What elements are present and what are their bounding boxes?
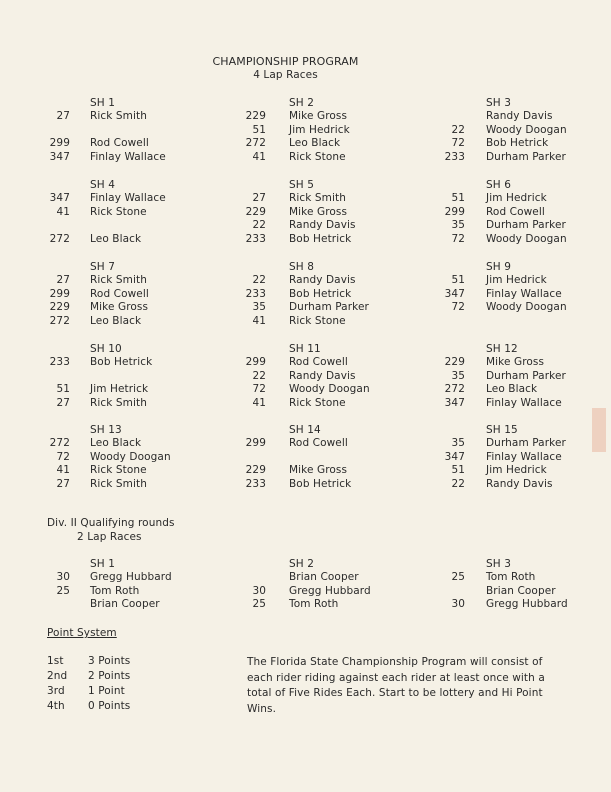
rider-name: Randy Davis — [486, 110, 553, 122]
rider-name: Woody Doogan — [486, 232, 567, 245]
heat-name: SH 2 — [289, 97, 314, 109]
rider-row — [0, 585, 611, 599]
rider-row — [0, 464, 611, 478]
rider-name: Rick Smith — [90, 477, 147, 490]
div2-subtitle: 2 Lap Races — [77, 531, 142, 543]
rider-number: 25 — [56, 584, 70, 597]
rider-number: 299 — [245, 356, 266, 368]
rider-row — [0, 124, 611, 138]
rider-row — [0, 451, 611, 465]
rider-number: 229 — [49, 301, 70, 314]
points-value: 0 Points — [88, 700, 131, 712]
rider-number: 27 — [56, 110, 70, 122]
rider-row — [0, 192, 611, 206]
rider-number: 27 — [56, 396, 70, 409]
rider-name: Durham Parker — [486, 150, 566, 163]
rider-number: 51 — [56, 383, 70, 396]
rider-name: Bob Hetrick — [289, 232, 352, 245]
rider-name: Gregg Hubbard — [90, 571, 172, 583]
rider-row — [0, 397, 611, 411]
heat-name: SH 13 — [90, 424, 122, 436]
rider-name: Rod Cowell — [90, 287, 149, 300]
rider-number: 22 — [252, 274, 266, 286]
div2-title: Div. II Qualifying rounds — [47, 517, 175, 529]
rider-name: Rod Cowell — [90, 137, 149, 150]
rider-number: 233 — [49, 356, 70, 368]
rider-name: Brian Cooper — [90, 598, 160, 611]
rider-row — [0, 437, 611, 451]
rider-name: Bob Hetrick — [289, 477, 352, 490]
rider-name: Tom Roth — [90, 584, 140, 597]
rider-name: Leo Black — [289, 137, 341, 150]
rider-name: Rick Stone — [289, 314, 346, 327]
rider-name: Rick Smith — [90, 396, 147, 409]
rider-number: 72 — [451, 137, 465, 150]
rider-number: 347 — [444, 287, 465, 300]
heat-name: SH 1 — [90, 558, 115, 570]
rider-name: Leo Black — [90, 232, 142, 245]
rider-name: Woody Doogan — [289, 383, 370, 396]
rider-row — [0, 233, 611, 247]
rider-name: Tom Roth — [486, 571, 536, 583]
heat-name: SH 12 — [486, 343, 518, 355]
place-label: 1st — [47, 655, 64, 667]
heat-name: SH 15 — [486, 424, 518, 436]
rider-row — [0, 288, 611, 302]
rider-name: Durham Parker — [289, 301, 369, 314]
rider-name: Bob Hetrick — [90, 356, 153, 368]
rider-name: Durham Parker — [486, 437, 566, 449]
rider-name: Durham Parker — [486, 369, 566, 382]
rider-name: Rod Cowell — [289, 356, 348, 368]
heat-name: SH 1 — [90, 97, 115, 109]
heat-name: SH 5 — [289, 179, 314, 191]
rider-name: Woody Doogan — [90, 450, 171, 463]
rider-name: Rick Smith — [90, 274, 147, 286]
place-label: 4th — [47, 700, 65, 712]
rider-name: Rick Stone — [289, 396, 346, 409]
heat-name: SH 8 — [289, 261, 314, 273]
rider-name: Rick Smith — [289, 192, 346, 204]
program-description: The Florida State Championship Program will consist of each rider riding against each rider at least once with a total of Five Rides Each. Start to be lottery and Hi Point Wins. — [247, 656, 545, 715]
rider-number: 30 — [451, 598, 465, 611]
rider-name: Rod Cowell — [486, 205, 545, 218]
rider-number: 41 — [56, 464, 70, 477]
rider-number: 41 — [56, 205, 70, 218]
rider-number: 299 — [49, 137, 70, 150]
rider-name: Rod Cowell — [289, 437, 348, 449]
rider-row — [0, 478, 611, 492]
rider-name: Finlay Wallace — [90, 192, 166, 204]
rider-number: 347 — [49, 150, 70, 163]
points-value: 1 Point — [88, 685, 125, 697]
rider-number: 229 — [245, 464, 266, 477]
rider-number: 229 — [245, 205, 266, 218]
heat-name: SH 14 — [289, 424, 321, 436]
rider-number: 22 — [451, 123, 465, 136]
rider-name: Randy Davis — [289, 219, 356, 232]
rider-number: 272 — [245, 137, 266, 150]
rider-row — [0, 151, 611, 165]
rider-name: Woody Doogan — [486, 123, 567, 136]
rider-number: 347 — [444, 396, 465, 409]
rider-name: Randy Davis — [289, 274, 356, 286]
rider-name: Mike Gross — [289, 205, 348, 218]
rider-name: Bob Hetrick — [486, 137, 549, 150]
rider-number: 233 — [444, 150, 465, 163]
rider-row — [0, 571, 611, 585]
rider-name: Tom Roth — [289, 598, 339, 611]
rider-row — [0, 356, 611, 370]
rider-number: 27 — [56, 274, 70, 286]
rider-number: 299 — [49, 287, 70, 300]
rider-number: 41 — [252, 396, 266, 409]
rider-number: 272 — [49, 437, 70, 449]
page-title: CHAMPIONSHIP PROGRAM — [212, 55, 359, 68]
heat-name: SH 7 — [90, 261, 115, 273]
rider-number: 233 — [245, 287, 266, 300]
rider-number: 25 — [451, 571, 465, 583]
rider-name: Gregg Hubbard — [486, 598, 568, 611]
rider-number: 347 — [444, 450, 465, 463]
rider-number: 233 — [245, 232, 266, 245]
rider-name: Rick Stone — [90, 205, 147, 218]
rider-number: 35 — [451, 369, 465, 382]
paper-stain — [592, 408, 606, 452]
rider-number: 299 — [245, 437, 266, 449]
rider-number: 72 — [56, 450, 70, 463]
rider-number: 51 — [451, 192, 465, 204]
rider-name: Brian Cooper — [486, 584, 556, 597]
rider-name: Rick Stone — [90, 464, 147, 477]
rider-number: 233 — [245, 477, 266, 490]
points-value: 2 Points — [88, 670, 131, 682]
points-value: 3 Points — [88, 655, 131, 667]
rider-name: Woody Doogan — [486, 301, 567, 314]
rider-name: Leo Black — [90, 314, 142, 327]
rider-number: 25 — [252, 598, 266, 611]
rider-number: 41 — [252, 314, 266, 327]
rider-number: 229 — [245, 110, 266, 122]
rider-row — [0, 110, 611, 124]
rider-number: 35 — [252, 301, 266, 314]
rider-name: Jim Hedrick — [486, 464, 547, 477]
rider-name: Durham Parker — [486, 219, 566, 232]
rider-number: 35 — [451, 437, 465, 449]
rider-name: Rick Stone — [289, 150, 346, 163]
rider-name: Randy Davis — [486, 477, 553, 490]
rider-name: Bob Hetrick — [289, 287, 352, 300]
rider-number: 347 — [49, 192, 70, 204]
rider-number: 30 — [56, 571, 70, 583]
place-label: 3rd — [47, 685, 65, 697]
rider-number: 51 — [252, 123, 266, 136]
rider-number: 22 — [252, 369, 266, 382]
rider-name: Finlay Wallace — [90, 150, 166, 163]
rider-name: Leo Black — [486, 383, 538, 396]
rider-name: Finlay Wallace — [486, 287, 562, 300]
rider-number: 272 — [49, 232, 70, 245]
rider-number: 299 — [444, 205, 465, 218]
rider-name: Rick Smith — [90, 110, 147, 122]
page-subtitle: 4 Lap Races — [253, 69, 318, 81]
rider-name: Jim Hedrick — [289, 123, 350, 136]
rider-number: 229 — [444, 356, 465, 368]
rider-name: Mike Gross — [486, 356, 545, 368]
rider-number: 272 — [49, 314, 70, 327]
rider-row — [0, 383, 611, 397]
heat-name: SH 3 — [486, 97, 511, 109]
rider-row — [0, 219, 611, 233]
rider-number: 27 — [252, 192, 266, 204]
rider-number: 30 — [252, 584, 266, 597]
heat-name: SH 3 — [486, 558, 511, 570]
rider-number: 72 — [252, 383, 266, 396]
rider-name: Gregg Hubbard — [289, 584, 371, 597]
rider-number: 72 — [451, 301, 465, 314]
rider-row — [0, 274, 611, 288]
rider-row — [0, 370, 611, 384]
heat-name: SH 11 — [289, 343, 321, 355]
rider-row — [0, 598, 611, 612]
rider-row — [0, 315, 611, 329]
rider-name: Mike Gross — [90, 301, 149, 314]
rider-number: 51 — [451, 464, 465, 477]
rider-number: 51 — [451, 274, 465, 286]
rider-row — [0, 206, 611, 220]
heat-name: SH 4 — [90, 179, 115, 191]
rider-number: 22 — [252, 219, 266, 232]
rider-number: 272 — [444, 383, 465, 396]
rider-name: Mike Gross — [289, 464, 348, 477]
rider-name: Mike Gross — [289, 110, 348, 122]
rider-number: 41 — [252, 150, 266, 163]
rider-number: 22 — [451, 477, 465, 490]
rider-row — [0, 301, 611, 315]
rider-name: Brian Cooper — [289, 571, 359, 583]
rider-name: Randy Davis — [289, 369, 356, 382]
heat-name: SH 10 — [90, 343, 122, 355]
rider-name: Jim Hedrick — [486, 192, 547, 204]
rider-name: Jim Hetrick — [90, 383, 149, 396]
rider-name: Finlay Wallace — [486, 396, 562, 409]
rider-number: 72 — [451, 232, 465, 245]
rider-row — [0, 137, 611, 151]
rider-name: Jim Hedrick — [486, 274, 547, 286]
heat-name: SH 6 — [486, 179, 511, 191]
rider-name: Finlay Wallace — [486, 450, 562, 463]
rider-name: Leo Black — [90, 437, 142, 449]
heat-name: SH 2 — [289, 558, 314, 570]
rider-number: 35 — [451, 219, 465, 232]
rider-number: 27 — [56, 477, 70, 490]
point-system-title: Point System — [47, 627, 117, 639]
place-label: 2nd — [47, 670, 68, 682]
heat-name: SH 9 — [486, 261, 511, 273]
